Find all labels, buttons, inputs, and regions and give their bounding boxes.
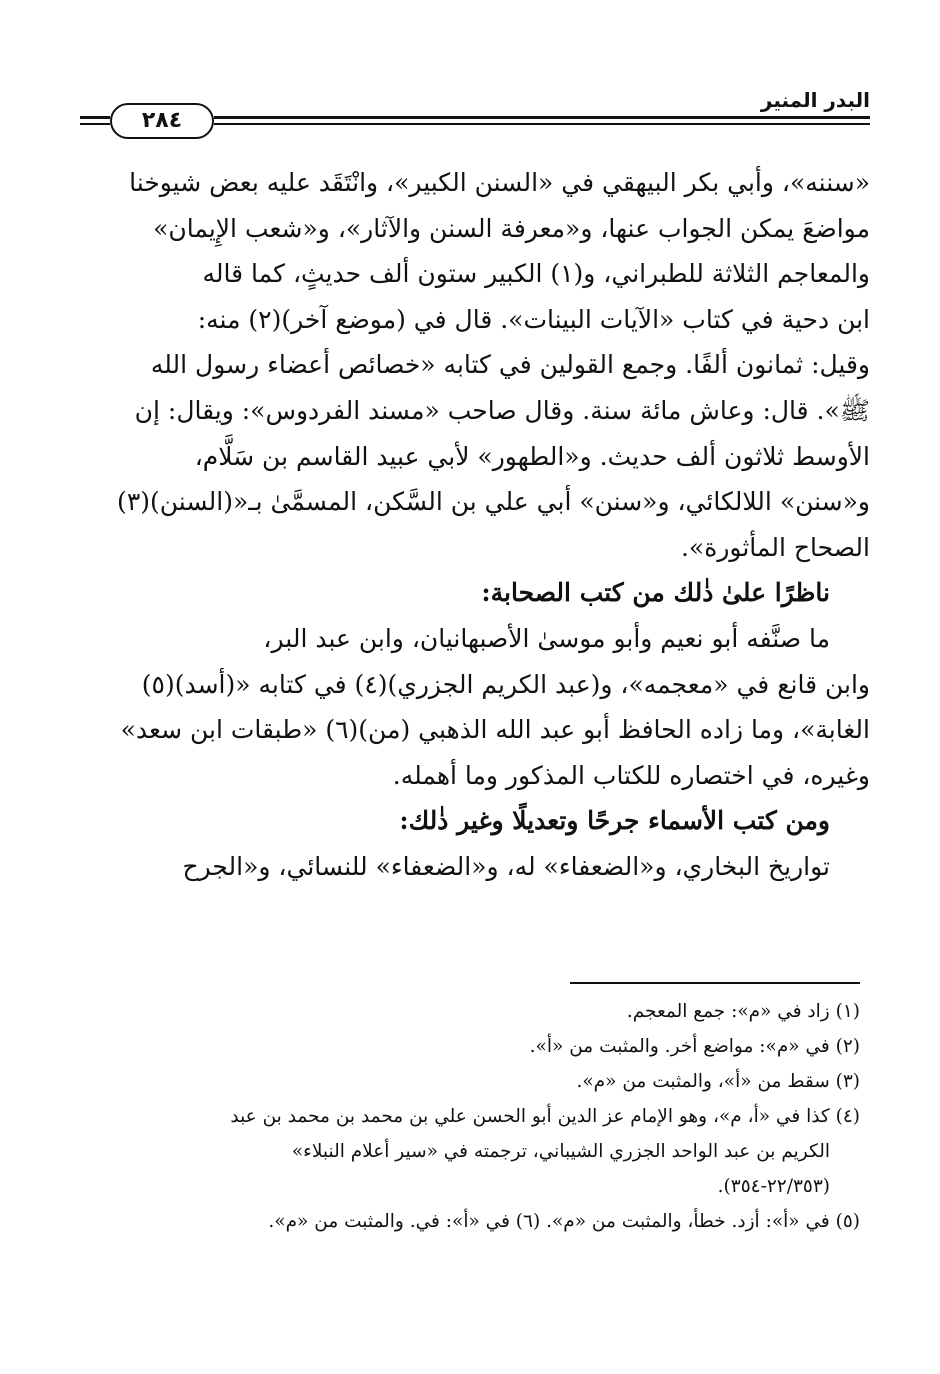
main-text	[80, 160, 870, 890]
footnote-continuation: (٢٢/٣٥٣-٣٥٤).	[717, 1176, 830, 1197]
text-line: والمعاجم الثلاثة للطبراني، و(١) الكبير ستون ألف حديثٍ، كما قاله	[202, 259, 870, 289]
text-line: وغيره، في اختصاره للكتاب المذكور وما أهمله.	[392, 760, 870, 790]
frame-rule-left-thin	[80, 123, 110, 125]
footnote: (٤) كذا في «أ، م»، وهو الإمام عز الدين أبو الحسن علي بن محمد بن محمد بن عبد	[230, 1106, 860, 1127]
text-line: الصحاح المأثورة».	[680, 532, 870, 562]
text-line: ابن دحية في كتاب «الآيات البينات». قال في (موضع آخر)(٢) منه:	[197, 304, 870, 334]
text-line: مواضعَ يمكن الجواب عنها، و«معرفة السنن والآثار»، و«شعب الإِيمان»	[153, 213, 870, 243]
footnote: (٥) في «أ»: أزد. خطأ، والمثبت من «م». (٦) في «أ»: في. والمثبت من «م».	[268, 1211, 860, 1232]
text-line: «سننه»، وأبي بكر البيهقي في «السنن الكبير»، وانْتَقَد عليه بعض شيوخنا	[129, 168, 870, 197]
text-line: الأوسط ثلاثون ألف حديث. و«الطهور» لأبي عبيد القاسم بن سَلَّام،	[194, 441, 870, 471]
text-line: ﷺ». قال: وعاش مائة سنة. وقال صاحب «مسند الفردوس»: ويقال: إن	[134, 395, 870, 425]
text-line: تواريخ البخاري، و«الضعفاء» له، و«الضعفاء» للنسائي، و«الجرح	[182, 851, 830, 881]
text-line: وابن قانع في «معجمه»، و(عبد الكريم الجزري)(٤) في كتابه «(أسد)(٥)	[141, 669, 870, 699]
footnote: (٣) سقط من «أ»، والمثبت من «م».	[576, 1071, 860, 1092]
page-number-frame	[80, 101, 240, 141]
text-line: الغابة»، وما زاده الحافظ أبو عبد الله الذهبي (من)(٦) «طبقات ابن سعد»	[120, 715, 870, 745]
text-line: و«سنن» اللالكائي، و«سنن» أبي علي بن السَّكن، المسمَّىٰ بـ«(السنن)(٣)	[117, 487, 870, 517]
footnote: (٢) في «م»: مواضع أخر. والمثبت من «أ».	[529, 1036, 860, 1057]
book-title: البدر المنير	[760, 88, 870, 112]
footnote-continuation: الكريم بن عبد الواحد الجزري الشيباني، ترجمته في «سير أعلام النبلاء»	[291, 1141, 830, 1162]
frame-rule-right	[214, 116, 240, 119]
section-heading: ناظرًا علىٰ ذٰلك من كتب الصحابة:	[481, 578, 830, 608]
footnotes	[80, 994, 860, 1239]
footnote: (١) زاد في «م»: جمع المعجم.	[626, 1001, 860, 1022]
section-heading: ومن كتب الأسماء جرحًا وتعديلًا وغير ذٰلك:	[399, 806, 830, 836]
page-number: ٢٨٤	[110, 103, 214, 139]
running-header	[80, 82, 870, 142]
frame-rule-right-thin	[214, 123, 240, 125]
footnote-separator	[570, 982, 860, 984]
text-line: ما صنَّفه أبو نعيم وأبو موسىٰ الأصبهانيان، وابن عبد البر،	[263, 623, 830, 653]
frame-rule-left	[80, 116, 110, 119]
text-line: وقيل: ثمانون ألفًا. وجمع القولين في كتابه «خصائص أعضاء رسول الله	[150, 350, 870, 380]
